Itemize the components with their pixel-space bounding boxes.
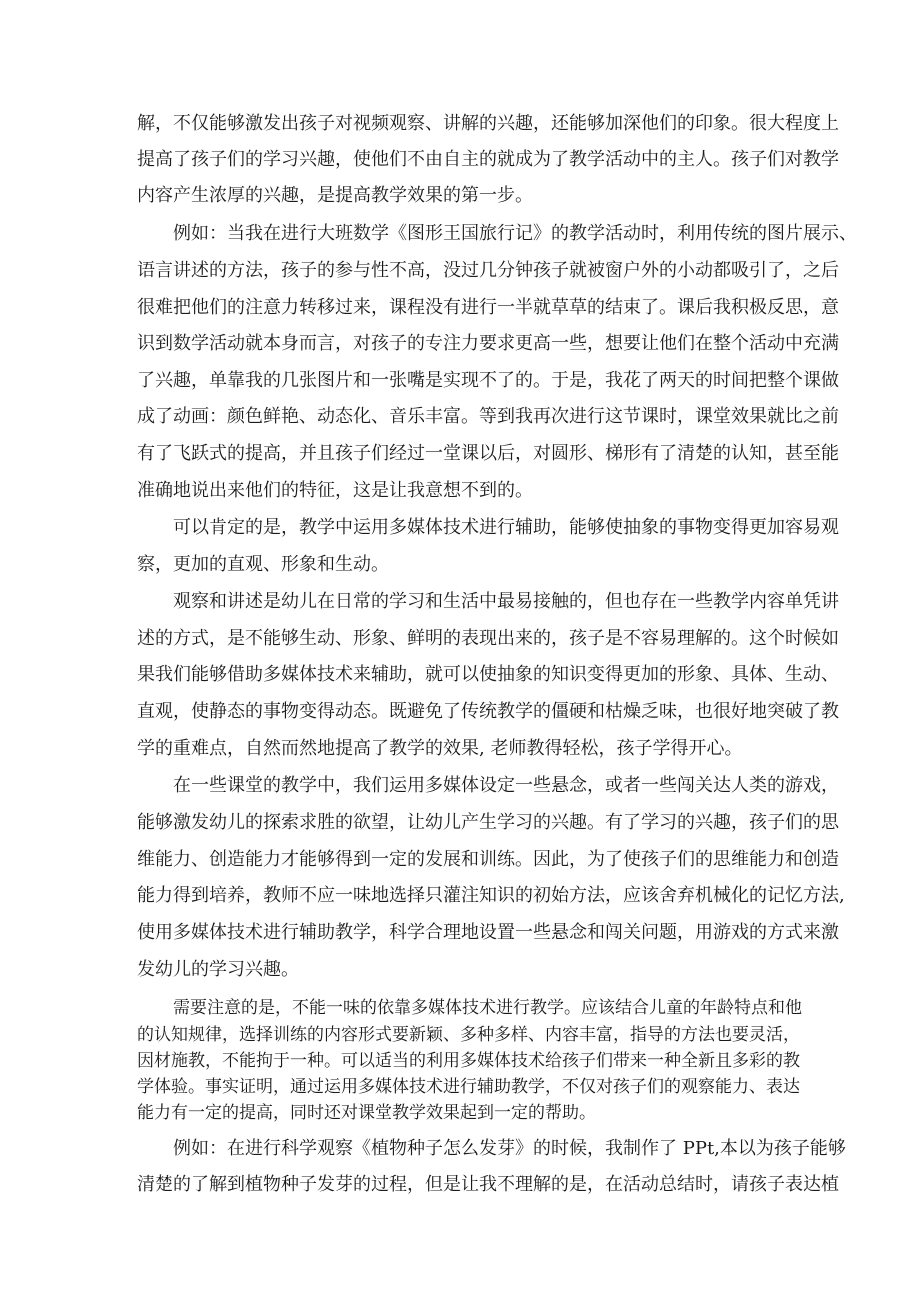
- text-line: 学的重难点，自然而然地提高了教学的效果, 老师教得轻松，孩子学得开心。: [137, 738, 743, 759]
- text-line: 使用多媒体技术进行辅助教学，科学合理地设置一些悬念和闯关问题，用游戏的方式来激: [137, 922, 839, 943]
- text-line: 在一些课堂的教学中，我们运用多媒体设定一些悬念，或者一些闯关达人类的游戏，: [173, 775, 839, 796]
- text-line: 解，不仅能够激发出孩子对视频观察、讲解的兴趣，还能够加深他们的印象。很大程度上: [137, 113, 839, 134]
- text-line: 能力得到培养，教师不应一味地选择只灌注知识的初始方法，应该舍弃机械化的记忆方法,: [137, 885, 845, 906]
- text-line: 例如：当我在进行大班数学《图形王国旅行记》的教学活动时，利用传统的图片展示、: [173, 223, 857, 244]
- text-line: 准确地说出来他们的特征，这是让我意想不到的。: [137, 480, 533, 501]
- text-line: 直观，使静态的事物变得动态。既避免了传统教学的僵硬和枯燥乏味，也很好地突破了教: [137, 701, 839, 722]
- text-line: 学体验。事实证明，通过运用多媒体技术进行辅助教学，不仅对孩子们的观察能力、表达: [137, 1077, 800, 1097]
- text-line: 察，更加的直观、形象和生动。: [137, 554, 389, 575]
- text-line: 了兴趣，单靠我的几张图片和一张嘴是实现不了的。于是，我花了两天的时间把整个课做: [137, 370, 839, 391]
- text-line: 很难把他们的注意力转移过来，课程没有进行一半就草草的结束了。课后我积极反思，意: [137, 297, 839, 318]
- text-line: 观察和讲述是幼儿在日常的学习和生活中最易接触的，但也存在一些教学内容单凭讲: [173, 591, 839, 612]
- text-line: 有了飞跃式的提高，并且孩子们经过一堂课以后，对圆形、梯形有了清楚的认知，甚至能: [137, 443, 839, 464]
- text-line: 的认知规律，选择训练的内容形式要新颖、多种多样、内容丰富，指导的方法也要灵活，: [137, 1025, 800, 1045]
- text-line: 成了动画：颜色鲜艳、动态化、音乐丰富。等到我再次进行这节课时，课堂效果就比之前: [137, 406, 839, 427]
- text-line: 发幼儿的学习兴趣。: [137, 959, 299, 980]
- text-line: 清楚的了解到植物种子发芽的过程，但是让我不理解的是，在活动总结时，请孩子表达植: [137, 1174, 839, 1195]
- text-line: 可以肯定的是，教学中运用多媒体技术进行辅助，能够使抽象的事物变得更加容易观: [173, 517, 839, 538]
- text-line: 维能力、创造能力才能够得到一定的发展和训练。因此，为了使孩子们的思维能力和创造: [137, 849, 839, 870]
- text-line: 提高了孩子们的学习兴趣，使他们不由自主的就成为了教学活动中的主人。孩子们对教学: [137, 149, 839, 170]
- text-line: 述的方式，是不能够生动、形象、鲜明的表现出来的，孩子是不容易理解的。这个时候如: [137, 628, 839, 649]
- text-line: 识到数学活动就本身而言，对孩子的专注力要求更高一些，想要让他们在整个活动中充满: [137, 333, 839, 354]
- text-line: 语言讲述的方法，孩子的参与性不高，没过几分钟孩子就被窗户外的小动都吸引了，之后: [137, 260, 839, 281]
- text-line: 果我们能够借助多媒体技术来辅助，就可以使抽象的知识变得更加的形象、具体、生动、: [137, 664, 839, 685]
- text-line: 能够激发幼儿的探索求胜的欲望，让幼儿产生学习的兴趣。有了学习的兴趣，孩子们的思: [137, 812, 839, 833]
- text-line: 内容产生浓厚的兴趣，是提高教学效果的第一步。: [137, 185, 533, 206]
- text-line: 需要注意的是，不能一味的依靠多媒体技术进行教学。应该结合儿童的年龄特点和他: [173, 998, 802, 1018]
- text-line: 例如：在进行科学观察《植物种子怎么发芽》的时候，我制作了 PPt,本以为孩子能够: [173, 1138, 846, 1159]
- text-line: 能力有一定的提高，同时还对课堂教学效果起到一定的帮助。: [137, 1103, 596, 1123]
- text-line: 因材施教，不能拘于一种。可以适当的利用多媒体技术给孩子们带来一种全新且多彩的教: [137, 1051, 800, 1071]
